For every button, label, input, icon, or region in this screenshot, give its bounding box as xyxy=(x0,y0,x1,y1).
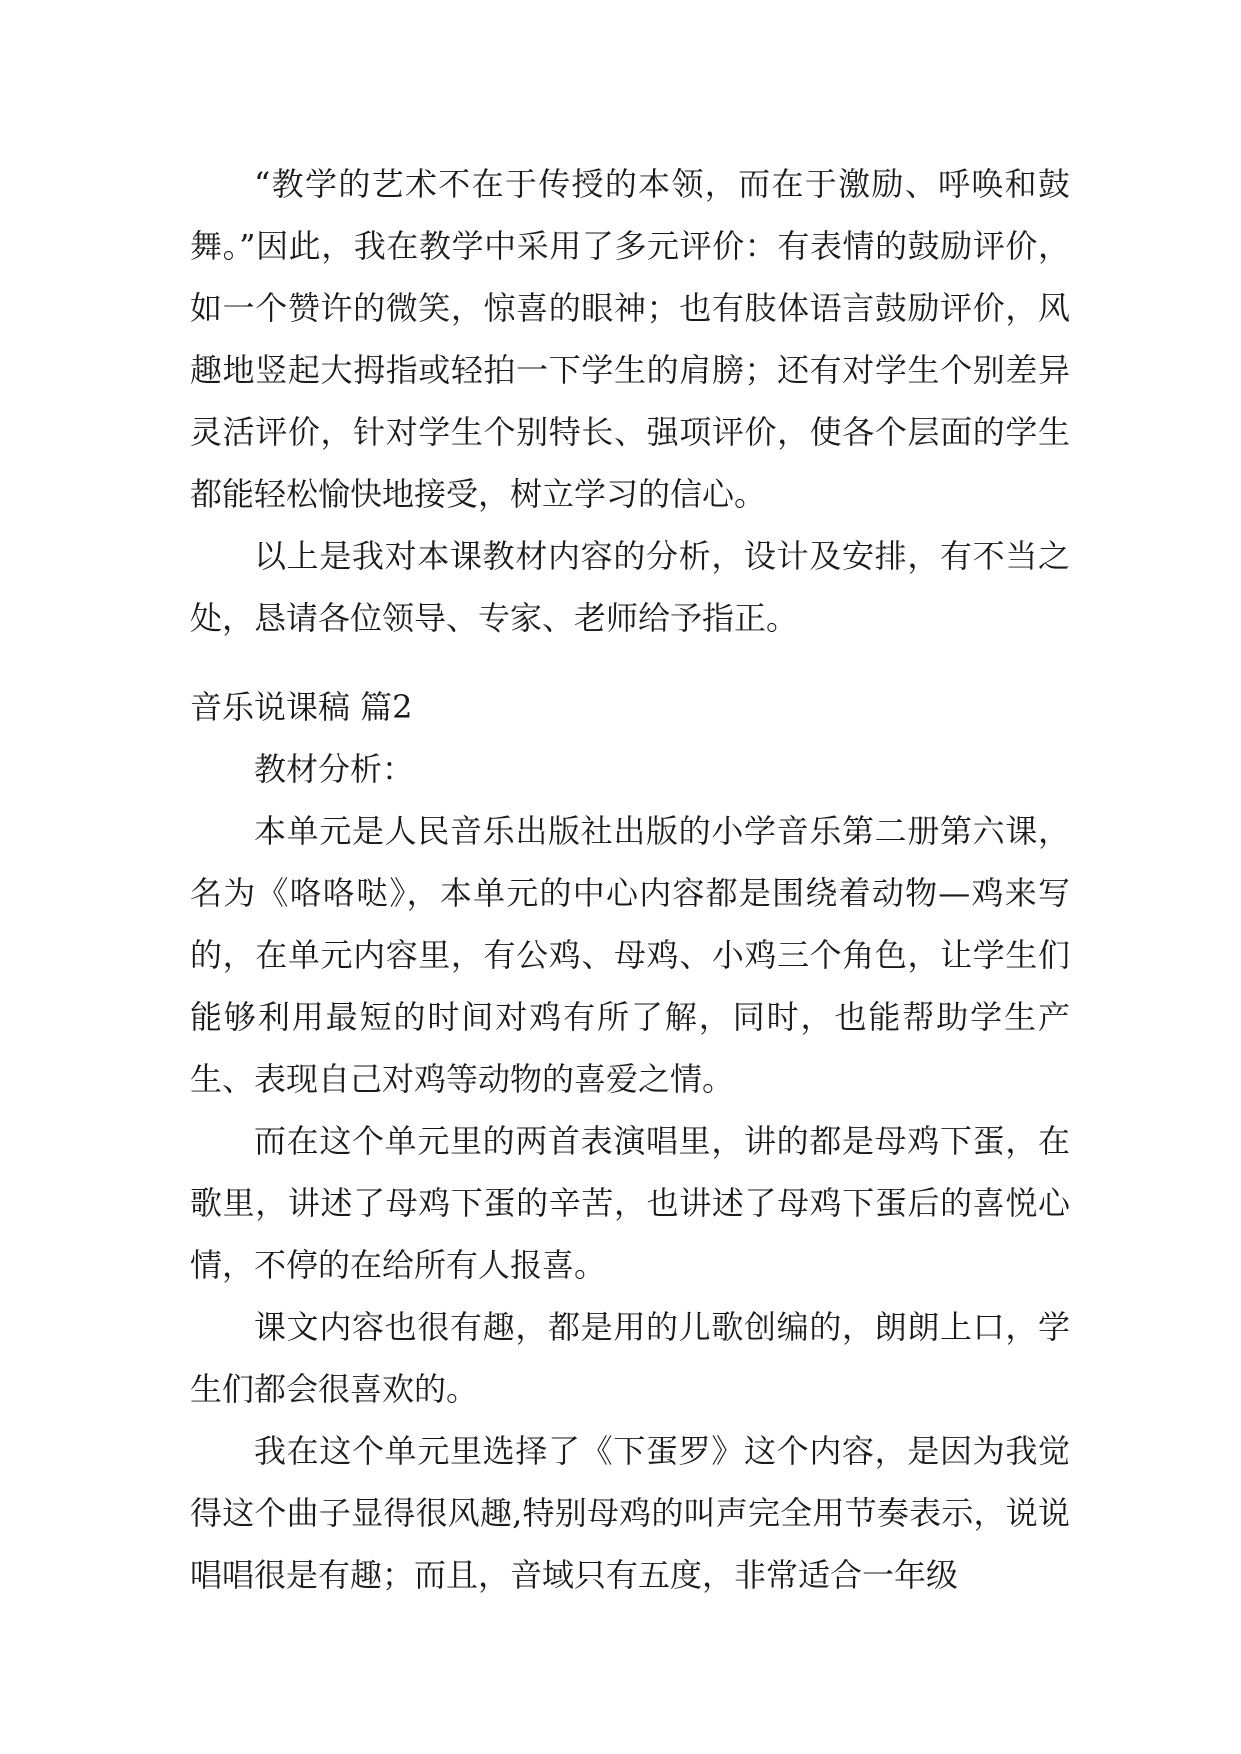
paragraph: 以上是我对本课教材内容的分析，设计及安排，有不当之处，恳请各位领导、专家、老师给予指正。 xyxy=(190,537,1070,637)
paragraph: 我在这个单元里选择了《下蛋罗》这个内容，是因为我觉得这个曲子显得很风趣,特别母鸡的叫声完全用节奏表示，说说唱唱很是有趣；而且，音域只有五度，非常适合一年级 xyxy=(190,1432,1070,1594)
subheading: 教材分析： xyxy=(254,750,415,788)
section-1-body xyxy=(190,153,1070,649)
section-heading: 音乐说课稿 篇2 xyxy=(190,688,413,726)
paragraph: 而在这个单元里的两首表演唱里，讲的都是母鸡下蛋，在歌里，讲述了母鸡下蛋的辛苦，也讲述了母鸡下蛋后的喜悦心情，不停的在给所有人报喜。 xyxy=(190,1122,1070,1284)
section-2-body xyxy=(190,676,1070,1606)
paragraph: 本单元是人民音乐出版社出版的小学音乐第二册第六课，名为《咯咯哒》，本单元的中心内容都是围绕着动物—鸡来写的，在单元内容里，有公鸡、母鸡、小鸡三个角色，让学生们能够利用最短的时间对鸡有所了解，同时，也能帮助学生产生、表现自己对鸡等动物的喜爱之情。 xyxy=(190,812,1070,1098)
paragraph: 课文内容也很有趣，都是用的儿歌创编的，朗朗上口，学生们都会很喜欢的。 xyxy=(190,1308,1070,1408)
paragraph: “教学的艺术不在于传授的本领，而在于激励、呼唤和鼓舞。”因此，我在教学中采用了多元评价：有表情的鼓励评价，如一个赞许的微笑，惊喜的眼神；也有肢体语言鼓励评价，风趣地竖起大拇指或轻拍一下学生的肩膀；还有对学生个别差异灵活评价，针对学生个别特长、强项评价，使各个层面的学生都能轻松愉快地接受，树立学习的信心。 xyxy=(190,165,1070,513)
